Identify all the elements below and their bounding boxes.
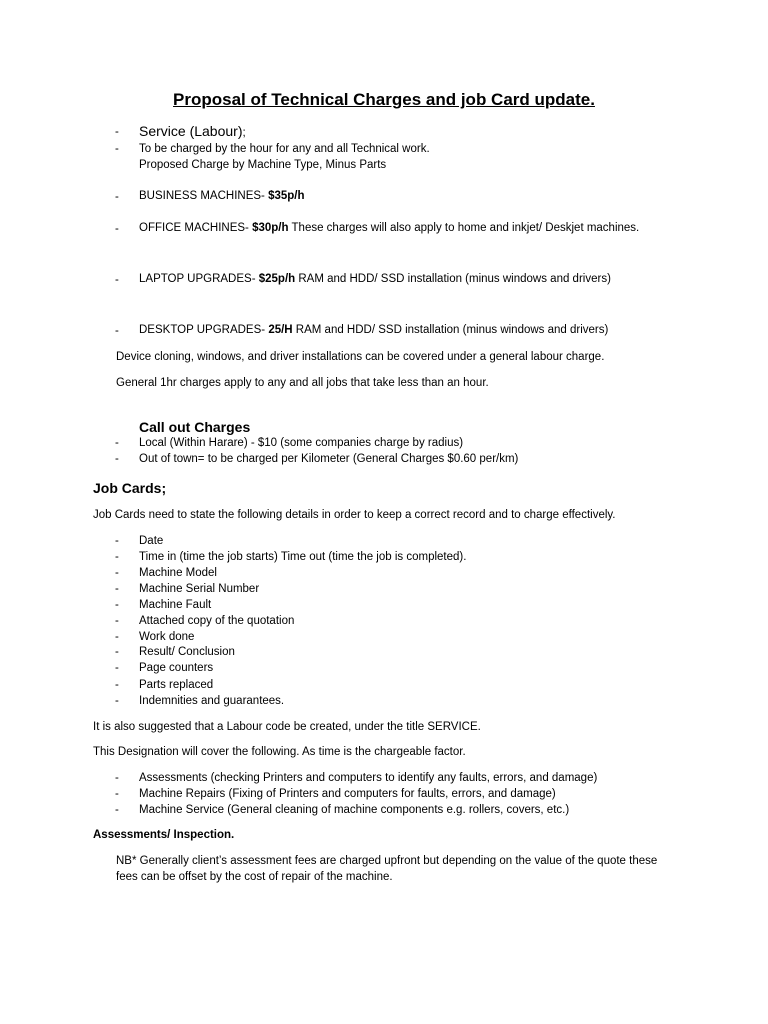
bullet-dash: - <box>115 615 119 627</box>
rate-label: OFFICE MACHINES- <box>139 222 253 234</box>
jobcards-heading: Job Cards; <box>93 480 167 496</box>
rate-price: $35p/h <box>268 190 305 202</box>
bullet-dash: - <box>115 191 119 203</box>
service-heading-suffix: ; <box>242 127 246 139</box>
bullet-dash: - <box>115 223 119 235</box>
rate-laptop <box>139 273 611 285</box>
callout-item: Local (Within Harare) - $10 (some companies charge by radius) <box>139 437 464 449</box>
jobcard-item: Work done <box>139 631 195 643</box>
jobcards-suggest: It is also suggested that a Labour code be created, under the title SERVICE. <box>93 721 481 733</box>
rate-label: LAPTOP UPGRADES- <box>139 273 259 285</box>
bullet-dash: - <box>115 804 119 816</box>
jobcard-item: Page counters <box>139 662 214 674</box>
bullet-dash: - <box>115 646 119 658</box>
bullet-dash: - <box>115 143 119 155</box>
service-hourly: To be charged by the hour for any and all Technical work. <box>139 143 430 155</box>
cover-item: Machine Repairs (Fixing of Printers and computers for faults, errors, and damage) <box>139 788 556 800</box>
bullet-dash: - <box>115 695 119 707</box>
cover-item: Machine Service (General cleaning of machine components e.g. rollers, covers, etc.) <box>139 804 570 816</box>
rate-label: DESKTOP UPGRADES- <box>139 324 269 336</box>
cover-item: Assessments (checking Printers and computers to identify any faults, errors, and damage) <box>139 772 598 784</box>
bullet-dash: - <box>115 437 119 449</box>
jobcard-item: Indemnities and guarantees. <box>139 695 285 707</box>
rate-price: $25p/h <box>258 273 296 285</box>
rate-price: $30p/h <box>252 222 289 234</box>
jobcard-item: Date <box>139 535 164 547</box>
bullet-dash: - <box>115 535 119 547</box>
service-general: General 1hr charges apply to any and all jobs that take less than an hour. <box>116 377 489 389</box>
jobcards-designation: This Designation will cover the following. As time is the chargeable factor. <box>93 746 466 758</box>
jobcard-item: Attached copy of the quotation <box>139 615 295 627</box>
jobcard-item: Parts replaced <box>139 679 214 691</box>
callout-item: Out of town= to be charged per Kilometer (General Charges $0.60 per/km) <box>139 453 519 465</box>
jobcard-item: Machine Fault <box>139 599 212 611</box>
bullet-dash: - <box>115 679 119 691</box>
bullet-dash: - <box>115 583 119 595</box>
rate-office <box>139 222 639 234</box>
rate-note: RAM and HDD/ SSD installation (minus windows and drivers) <box>295 273 611 285</box>
service-heading <box>139 123 246 139</box>
jobcards-intro: Job Cards need to state the following details in order to keep a correct record and to charge effectively. <box>93 509 616 521</box>
assessments-nb-line1: NB* Generally client’s assessment fees are charged upfront but depending on the value of the quote these <box>116 855 658 867</box>
bullet-dash: - <box>115 662 119 674</box>
rate-price: 25/H <box>268 324 293 336</box>
callout-heading: Call out Charges <box>139 419 251 435</box>
rate-note: These charges will also apply to home and inkjet/ Deskjet machines. <box>288 222 640 234</box>
service-heading-text: Service (Labour) <box>139 123 243 139</box>
jobcard-item: Time in (time the job starts) Time out (time the job is completed). <box>139 551 467 563</box>
bullet-dash: - <box>115 325 119 337</box>
jobcard-item: Machine Model <box>139 567 217 579</box>
service-cloning: Device cloning, windows, and driver installations can be covered under a general labour charge. <box>116 351 605 363</box>
bullet-dash: - <box>115 453 119 465</box>
bullet-dash: - <box>115 772 119 784</box>
bullet-dash: - <box>115 599 119 611</box>
jobcard-item: Result/ Conclusion <box>139 646 235 658</box>
bullet-dash: - <box>115 126 119 138</box>
bullet-dash: - <box>115 788 119 800</box>
rate-note: RAM and HDD/ SSD installation (minus windows and drivers) <box>292 324 609 336</box>
page-title: Proposal of Technical Charges and job Card update. <box>173 90 595 109</box>
service-proposed: Proposed Charge by Machine Type, Minus Parts <box>139 159 387 171</box>
rate-label: BUSINESS MACHINES- <box>139 190 269 202</box>
jobcard-item: Machine Serial Number <box>139 583 260 595</box>
bullet-dash: - <box>115 631 119 643</box>
bullet-dash: - <box>115 274 119 286</box>
assessments-heading: Assessments/ Inspection. <box>93 829 235 841</box>
bullet-dash: - <box>115 551 119 563</box>
rate-business <box>139 190 305 202</box>
bullet-dash: - <box>115 567 119 579</box>
rate-desktop <box>139 324 608 336</box>
assessments-nb-line2: fees can be offset by the cost of repair of the machine. <box>116 871 393 883</box>
